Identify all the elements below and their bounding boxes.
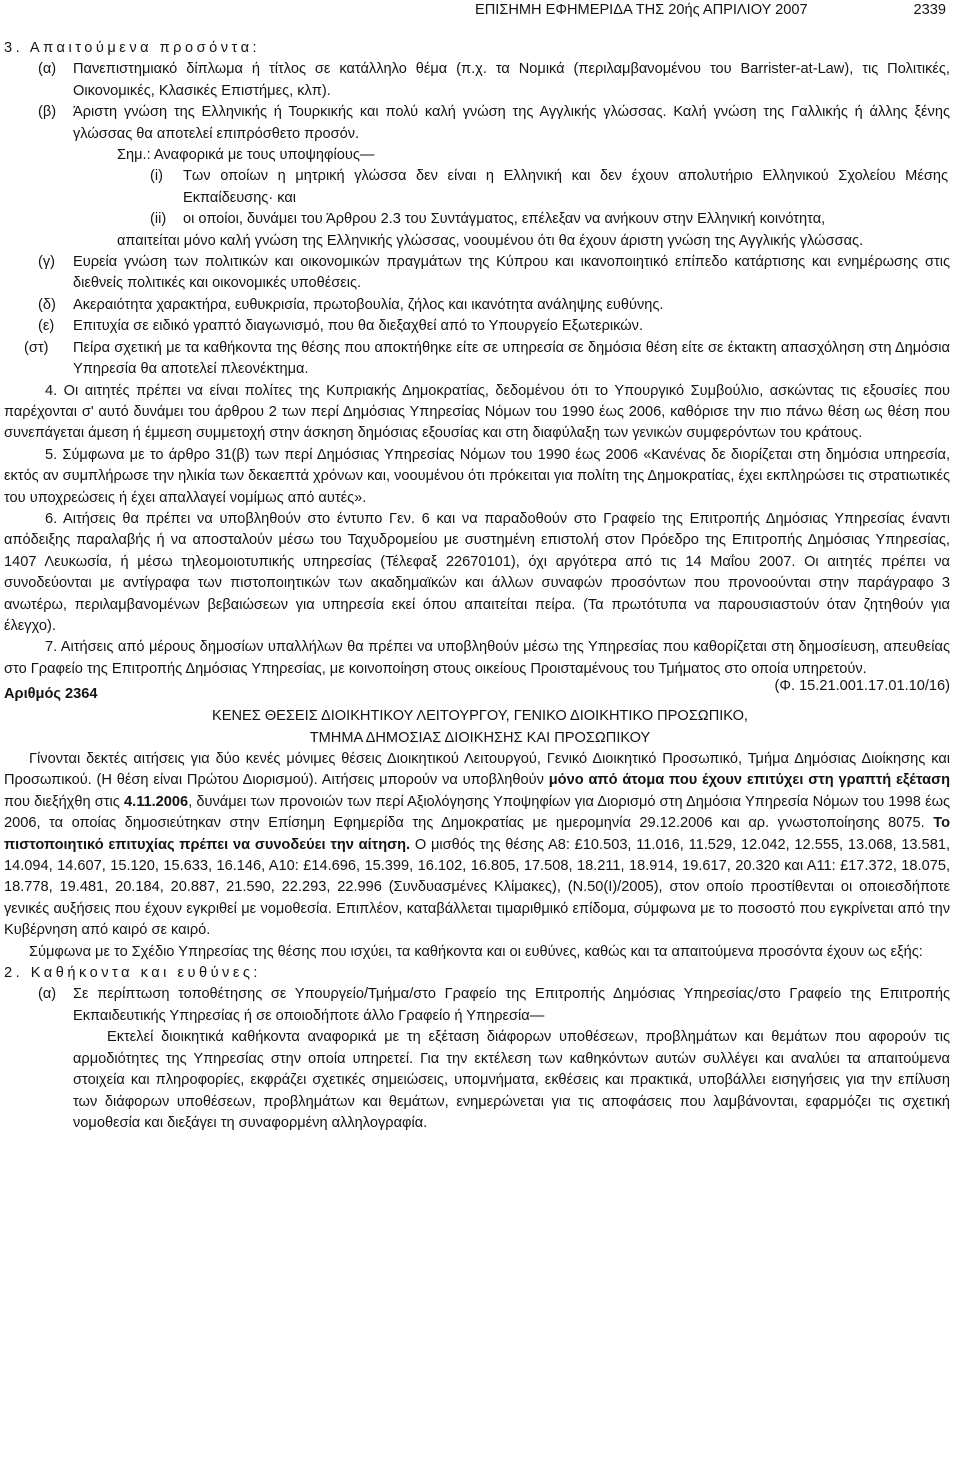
- notice-title-line-2: ΤΜΗΜΑ ΔΗΜΟΣΙΑΣ ΔΙΟΙΚΗΣΗΣ ΚΑΙ ΠΡΟΣΩΠΙΚΟΥ: [309, 729, 651, 746]
- duty-a-body: Εκτελεί διοικητικά καθήκοντα αναφορικά με τη εξέταση διάφορων υποθέσεων, προβλημάτων και θεμάτων που αφορούν τις αρμοδιότητες της Υπηρεσίας στην οποία υπηρετεί. Για την εκτέλεση των καθηκόντων αυτών συλλέγει και αναλύει τα απαιτούμενα στοιχεία και πληροφορίες, εκφράζει σχετικές σημειώσεις, υπομνήματα, εκθέσεις και πρακτικά, υποβάλλει εισηγήσεις για την επίλυση των διάφορων υποθέσεων, προβλημάτων και θεμάτων, ενημερώνεται για τις αποφάσεις που λαμβάνονται, εφαρμόζει τις σχετική νομοθεσία και διεξάγει τη συναφορμένη αλληλογραφία.: [73, 1029, 950, 1131]
- language-requirement: απαιτείται μόνο καλή γνώση της Ελληνικής γλώσσας, νοουμένου ότι θα έχουν άριστη γνώση της Αγγλικής γλώσσας.: [117, 232, 864, 249]
- item-label: (α): [38, 986, 57, 1003]
- text-run: που διεξήχθη στις: [4, 793, 125, 810]
- qualification-a: [0, 59, 960, 102]
- bold-run: μόνο από άτομα που έχουν επιτύχει στη γραπτή εξέταση: [548, 772, 950, 789]
- item-text: Πείρα σχετική με τα καθήκοντα της θέσης που αποκτήθηκε είτε σε υπηρεσία σε δημόσια θέση είτε σε έκτακτη απασχόληση στη Δημόσια Υπηρεσία θα αποτελεί πλεονέκτημα.: [73, 339, 950, 378]
- item-text: Ευρεία γνώση των πολιτικών και οικονομικών πραγμάτων της Κύπρου και ικανοποιητικό επίπεδο κατάρτισης και ενημέρωσης στις διεθνείς πολιτικές και οικονομικές υποθέσεις.: [73, 254, 950, 292]
- notice-paragraph-2: Σύμφωνα με το Σχέδιο Υπηρεσίας της θέσης που ισχύει, τα καθήκοντα και οι ευθύνες, καθώς και τα απαιτούμενα προσόντα έχουν ως εξής:: [29, 943, 923, 960]
- duties-heading: 2. Καθήκοντα και ευθύνες:: [4, 965, 261, 982]
- notice-paragraph-1: [0, 749, 960, 942]
- qualification-e: [0, 316, 960, 337]
- text-run: Γίνονται δεκτές αιτήσεις για δύο κενές μόνιμες θέσεις Διοικητικού Λειτουργού, Γενικό Διοικητικό Προσωπικό, Τμήμα Δημόσιας Διοίκησης και Προσωπικού. (Η θέση είναι Πρώτου Διορισμού). Αιτήσεις μπορούν να υποβληθούν: [4, 751, 950, 789]
- paragraph-4: 4. Οι αιτητές πρέπει να είναι πολίτες της Κυπριακής Δημοκρατίας, δεδομένου ότι το Υπουργικό Συμβούλιο, ασκώντας τις εξουσίες που παρέχονται σ' αυτό δυνάμει του άρθρου 2 των περί Δημόσιας Υπηρεσίας Νόμων του 1990 έως 2006, καθόρισε την πιο πάνω θέση ως θέση που συνεπάγεται άμεση ή έμμεση συμμετοχή στην άσκηση δημόσιας εξουσίας και στη διαφύλαξη των γενικών συμφερόντων του κράτους.: [4, 382, 950, 442]
- item-text: Των οποίων η μητρική γλώσσα δεν είναι η Ελληνική και δεν έχουν απολυτήριο Ελληνικού Σχολείου Μέσης Εκπαίδευσης· και: [183, 168, 948, 206]
- note-item-ii: [0, 209, 960, 230]
- item-text: Άριστη γνώση της Ελληνικής ή Τουρκικής και πολύ καλή γνώση της Αγγλικής γλώσσας. Καλή γνώση της Γαλλικής ή άλλης ξένης γλώσσας θα αποτελεί επιπρόσθετο προσόν.: [73, 104, 950, 142]
- file-reference: (Φ. 15.21.001.17.01.10/16): [774, 678, 950, 695]
- item-label: (i): [150, 168, 163, 185]
- note-item-i: [0, 166, 960, 209]
- page-header: [0, 0, 960, 22]
- gazette-title: ΕΠΙΣΗΜΗ ΕΦΗΜΕΡΙΔΑ ΤΗΣ 20ής ΑΠΡΙΛΙΟΥ 2007: [475, 2, 808, 18]
- item-label: (δ): [38, 296, 56, 313]
- qualification-st: [0, 338, 960, 381]
- notice-number: Αριθμός 2364: [4, 686, 98, 703]
- notice-title-line-1: ΚΕΝΕΣ ΘΕΣΕΙΣ ΔΙΟΙΚΗΤΙΚΟΥ ΛΕΙΤΟΥΡΓΟΥ, ΓΕΝΙΚΟ ΔΙΟΙΚΗΤΙΚΟ ΠΡΟΣΩΠΙΚΟ,: [212, 708, 748, 725]
- item-label: (β): [38, 104, 57, 121]
- qualification-c: [0, 252, 960, 295]
- item-label: (ii): [150, 211, 167, 228]
- item-text: οι οποίοι, δυνάμει του Άρθρου 2.3 του Συντάγματος, επέλεξαν να ανήκουν στην Ελληνική κοινότητα,: [183, 211, 826, 228]
- page-number: 2339: [913, 2, 946, 18]
- reference-and-number: [0, 680, 960, 706]
- item-text: Σε περίπτωση τοποθέτησης σε Υπουργείο/Τμήμα/στο Γραφείο της Επιτροπής Δημόσιας Υπηρεσίας/στο Γραφείο της Επιτροπής Εκπαιδευτικής Υπηρεσίας ή σε οποιοδήποτε άλλο Γραφείο ή Υπηρεσία—: [73, 986, 950, 1024]
- item-text: Ακεραιότητα χαρακτήρα, ευθυκρισία, πρωτοβουλία, ζήλος και ικανότητα ανάληψης ευθύνης.: [73, 296, 664, 313]
- section-3-heading: 3. Απαιτούμενα προσόντα:: [4, 40, 261, 56]
- duty-a: [0, 984, 960, 1027]
- item-text: Επιτυχία σε ειδικό γραπτό διαγωνισμό, που θα διεξαχθεί από το Υπουργείο Εξωτερικών.: [73, 318, 644, 335]
- paragraph-6: 6. Αιτήσεις θα πρέπει να υποβληθούν στο έντυπο Γεν. 6 και να παραδοθούν στο Γραφείο της Επιτροπής Δημόσιας Υπηρεσίας έναντι απόδειξης παραλαβής ή να αποσταλούν μέσω του Ταχυδρομείου με συστημένη επιστολή στον Πρόεδρο της Επιτροπής Δημόσιας Υπηρεσίας, 1407 Λευκωσία, ή μέσω τηλεομοιοτυπικής υπηρεσίας (Τέλεφαξ 22670101), όχι αργότερα από τις 14 Μαΐου 2007. Οι αιτητές πρέπει να συνοδεύονται με αντίγραφα των πιστοποιητικών των ακαδημαϊκών και άλλων συναφών προσόντων που προνοούνται στην παράγραφο 3 ανωτέρω, περιλαμβανομένων βεβαιώσεων για υπηρεσία εκεί όπου απαιτείται πείρα. (Τα πρωτότυπα να παρουσιαστούν όταν ζητηθούν για έλεγχο).: [4, 510, 950, 634]
- paragraph-7: 7. Αιτήσεις από μέρους δημοσίων υπαλλήλων θα πρέπει να υποβληθούν μέσω της Υπηρεσίας που καθορίζεται στη δημοσίευση, απευθείας στο Γραφείο της Επιτροπής Δημόσιας Υπηρεσίας, με κοινοποίηση στους οικείους Προισταμένους του Τμήματος στο οποία υπηρετούν.: [4, 639, 950, 677]
- text-run: , δυνάμει των προνοιών των περί Αξιολόγησης Υποψηφίων για Διορισμό στη Δημόσια Υπηρεσία Νόμων του 1998 έως 2006, τα οποίας δημοσιεύτηκαν στην Επίσημη Εφημερίδα της Δημοκρατίας με ημερομηνία 29.12.2006 και αρ. γνωστοποίησης 8075.: [4, 793, 950, 832]
- note-line: Σημ.: Αναφορικά με τους υποψηφίους—: [117, 147, 375, 164]
- item-text: Πανεπιστημιακό δίπλωμα ή τίτλος σε κατάλληλο θέμα (π.χ. τα Νομικά (περιλαμβανομένου του Barrister-at-Law), τις Πολιτικές, Οικονομικές, Κλασικές Επιστήμες, κλπ).: [73, 61, 950, 99]
- text-run: Ο μισθός της θέσης Α8: £10.503, 11.016, 11.529, 12.042, 12.555, 13.068, 13.581, 14.094, 14.607, 15.120, 15.633, 16.146, Α10: £14.696, 15.399, 16.102, 16.805, 17.508, 18.211, 18.914, 19.617, 20.320 και Α11: £17.372, 18.075, 18.778, 19.481, 20.184, 20.887, 21.590, 22.293, 22.996 (Συνδυασμένες Κλίμακες), (Ν.50(Ι)/2005), στον οποίο προστίθενται οι οποιεσδήποτε γενικές αυξήσεις που έχουν εγκριθεί με νομοθεσία. Επιπλέον, καταβάλλεται τιμαριθμικό επίδομα, σύμφωνα με το ποσοστό που εγκρίνεται από την Κυβέρνηση από καιρό σε καιρό.: [4, 836, 951, 939]
- qualification-b: [0, 102, 960, 145]
- qualification-d: [0, 295, 960, 316]
- page-content: [0, 38, 960, 1134]
- item-label: (α): [38, 61, 57, 78]
- bold-run: Το πιστοποιητικό επιτυχίας πρέπει να συνοδεύει την αίτηση.: [4, 815, 950, 853]
- bold-run: 4.11.2006: [124, 793, 189, 810]
- item-label: (στ): [24, 339, 49, 356]
- item-label: (γ): [38, 254, 56, 271]
- item-label: (ε): [38, 318, 55, 335]
- paragraph-5: 5. Σύμφωνα με το άρθρο 31(β) των περί Δημόσιας Υπηρεσίας Νόμων του 1990 έως 2006 «Κανένας δε διορίζεται στη δημόσια υπηρεσία, εκτός αν συμπλήρωσε την ηλικία των δεκαεπτά χρόνων και, νοουμένου ότι πρόκειται για πολίτη της Δημοκρατίας, έχει εκπληρώσει τις στρατιωτικές του υποχρεώσεις ή έχει απαλλαγεί νομίμως από αυτές».: [4, 446, 950, 506]
